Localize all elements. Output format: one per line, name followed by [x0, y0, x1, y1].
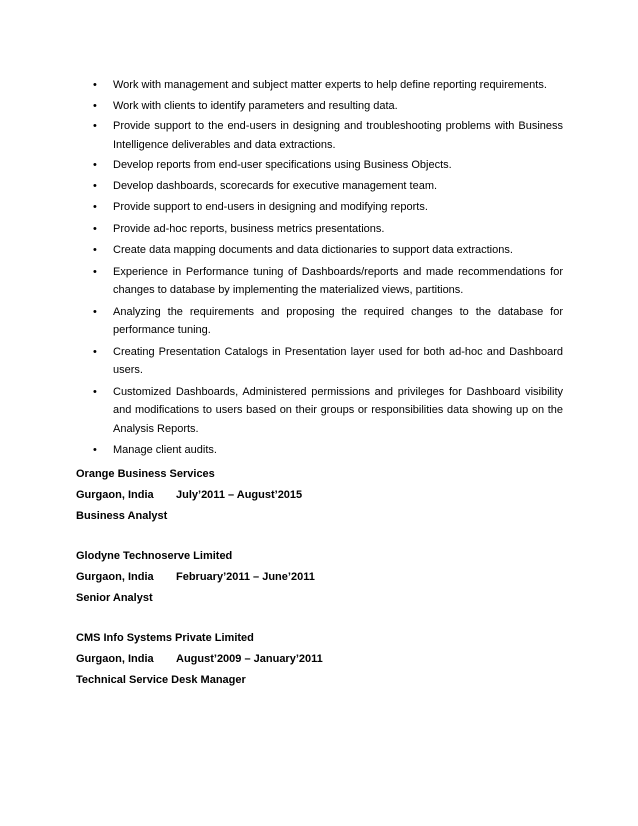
bullet-icon: • [93, 305, 97, 318]
list-item [93, 441, 563, 460]
list-item [93, 303, 563, 340]
bullet-icon: • [93, 444, 97, 456]
list-item-text: Provide support to the end-users in designing and troubleshooting problems with Business Intelligence deliverables and data extractions. [113, 120, 563, 151]
bullet-icon: • [93, 120, 97, 132]
list-item-text: Customized Dashboards, Administered permissions and privileges for Dashboard visibility and modifications to users based on their groups or responsibilities data showing up on the Analysis Reports. [113, 385, 563, 435]
list-item-text: Analyzing the requirements and proposing the required changes to the database for performance tuning. [113, 305, 563, 336]
list-item-text: Create data mapping documents and data dictionaries to support data extractions. [113, 244, 513, 256]
list-item [93, 241, 563, 260]
job-location: Gurgaon, India [76, 571, 154, 583]
company-name: Glodyne Technoserve Limited [76, 550, 233, 562]
job-title: Business Analyst [76, 510, 168, 522]
company-name: Orange Business Services [76, 468, 215, 480]
bullet-icon: • [93, 345, 97, 358]
job-dates: July’2011 – August’2015 [176, 489, 303, 501]
list-item [93, 156, 563, 175]
job-location: Gurgaon, India [76, 653, 154, 665]
list-item-text: Creating Presentation Catalogs in Presentation layer used for both ad-hoc and Dashboard users. [113, 345, 563, 376]
job-location: Gurgaon, India [76, 489, 154, 501]
job-dates: February’2011 – June’2011 [176, 571, 315, 583]
list-item [93, 76, 563, 95]
list-item [93, 117, 563, 154]
list-item-text: Develop dashboards, scorecards for executive management team. [113, 179, 438, 192]
list-item-text: Provide ad-hoc reports, business metrics presentations. [113, 222, 385, 235]
list-item [93, 97, 563, 116]
job-dates: August’2009 – January’2011 [176, 653, 323, 665]
list-item [93, 383, 563, 439]
bullet-icon: • [93, 244, 97, 256]
job-entry [76, 464, 302, 527]
list-item-text: Develop reports from end-user specifications using Business Objects. [113, 159, 452, 171]
company-name: CMS Info Systems Private Limited [76, 632, 254, 644]
list-item-text: Provide support to end-users in designing and modifying reports. [113, 201, 428, 213]
job-location-dates [76, 485, 302, 506]
list-item-text: Work with clients to identify parameters and resulting data. [113, 99, 398, 112]
bullet-icon: • [93, 179, 97, 192]
bullet-icon: • [93, 99, 97, 112]
list-item [93, 343, 563, 380]
list-item-text: Work with management and subject matter experts to help define reporting requirements. [113, 79, 547, 91]
bullet-icon: • [93, 385, 97, 398]
list-item [93, 198, 563, 217]
job-entry [76, 628, 323, 691]
responsibilities-list [93, 76, 563, 462]
job-title: Technical Service Desk Manager [76, 674, 246, 686]
bullet-icon: • [93, 265, 97, 278]
bullet-icon: • [93, 79, 97, 91]
job-location-dates [76, 567, 315, 588]
job-entry [76, 546, 315, 609]
job-location-dates [76, 649, 323, 670]
list-item [93, 263, 563, 300]
bullet-icon: • [93, 159, 97, 171]
list-item-text: Manage client audits. [113, 444, 217, 456]
list-item [93, 177, 563, 196]
job-title: Senior Analyst [76, 592, 153, 604]
list-item [93, 220, 563, 239]
bullet-icon: • [93, 201, 97, 213]
list-item-text: Experience in Performance tuning of Dashboards/reports and made recommendations for changes to database by implementing the materialized views, partitions. [113, 265, 563, 296]
bullet-icon: • [93, 222, 97, 235]
